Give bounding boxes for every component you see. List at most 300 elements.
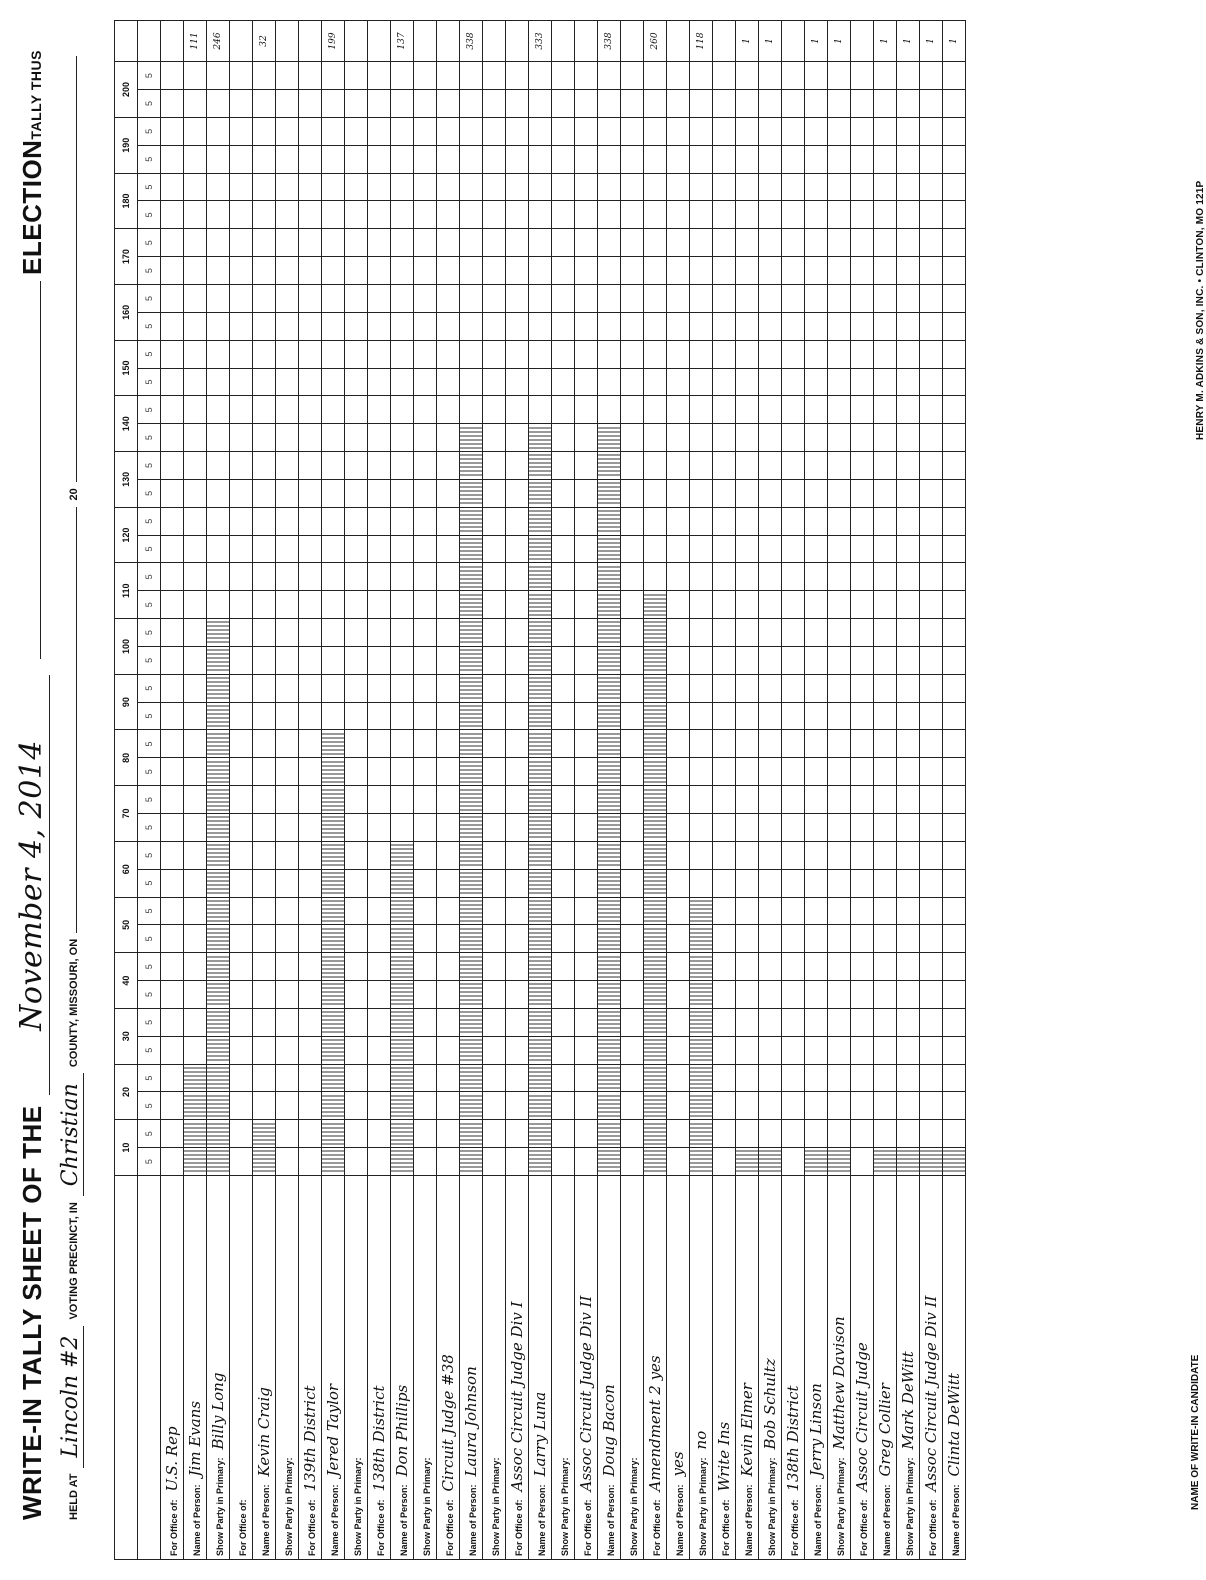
tally-cell	[874, 702, 897, 730]
tally-row	[690, 21, 713, 1560]
tally-cell	[621, 730, 644, 758]
tally-cell	[552, 229, 575, 257]
tally-cell	[322, 396, 345, 424]
tally-cell	[483, 591, 506, 619]
tally-cell	[690, 257, 713, 285]
tally-cell	[851, 1064, 874, 1092]
tally-cell	[598, 201, 621, 229]
tally-cell	[506, 925, 529, 953]
tally-cell	[667, 563, 690, 591]
handwritten-entry: U.S. Rep	[163, 1426, 181, 1492]
tally-cell	[644, 702, 667, 730]
tally-cell	[460, 535, 483, 563]
tally-cell	[437, 730, 460, 758]
row-total: 199	[322, 21, 345, 62]
tally-cell	[828, 758, 851, 786]
tally-cell	[759, 591, 782, 619]
tally-cell	[529, 1008, 552, 1036]
tally-cell	[253, 368, 276, 396]
tally-cell	[713, 62, 736, 90]
tally-cell	[391, 285, 414, 313]
tally-cell	[207, 62, 230, 90]
tally-cell	[368, 285, 391, 313]
row-total	[299, 21, 322, 62]
tally-cell	[644, 1092, 667, 1120]
tally-cell	[713, 953, 736, 981]
tally-cell	[644, 869, 667, 897]
tally-cell	[230, 452, 253, 480]
tally-cell	[391, 312, 414, 340]
tally-cell	[207, 1008, 230, 1036]
tally-cell	[713, 145, 736, 173]
tally-cell	[368, 841, 391, 869]
tally-cell	[322, 674, 345, 702]
row-label: For Office of:	[445, 1499, 455, 1556]
tally-cell	[782, 173, 805, 201]
tally-cell	[437, 1008, 460, 1036]
tally-cell	[368, 1120, 391, 1148]
row-label: For Office of:	[652, 1499, 662, 1556]
tally-cell	[253, 507, 276, 535]
tally-cell	[207, 981, 230, 1009]
tally-cell	[690, 1092, 713, 1120]
scale-label: 190	[115, 117, 138, 173]
tally-row	[207, 21, 230, 1560]
tally-cell	[552, 953, 575, 981]
row-label: Show Party in Primary:	[422, 1457, 432, 1556]
row-label: Name of Person:	[606, 1484, 616, 1556]
tally-cell	[851, 62, 874, 90]
tally-cell	[575, 201, 598, 229]
tally-cell	[736, 285, 759, 313]
tally-cell	[276, 953, 299, 981]
tally-cell	[621, 897, 644, 925]
tally-cell	[460, 758, 483, 786]
tally-cell	[621, 674, 644, 702]
tally-cell	[391, 173, 414, 201]
tally-cell	[184, 646, 207, 674]
tally-cell	[713, 869, 736, 897]
tally-cell	[759, 563, 782, 591]
tally-cell	[506, 479, 529, 507]
row-label: For Office of:	[790, 1499, 800, 1556]
tally-cell	[667, 535, 690, 563]
tally-cell	[391, 814, 414, 842]
tally-cell	[322, 535, 345, 563]
tally-cell	[460, 340, 483, 368]
tally-cell	[552, 340, 575, 368]
tally-cell	[736, 953, 759, 981]
tally-cell	[460, 424, 483, 452]
tally-cell	[851, 591, 874, 619]
tally-cell	[828, 1148, 851, 1176]
tally-cell	[391, 340, 414, 368]
tally-cell	[161, 674, 184, 702]
tally-cell	[414, 173, 437, 201]
tally-cell	[414, 1008, 437, 1036]
row-total: 118	[690, 21, 713, 62]
tally-cell	[575, 173, 598, 201]
row-total: 338	[598, 21, 621, 62]
tally-cell	[552, 257, 575, 285]
tally-cell	[897, 1008, 920, 1036]
tally-cell	[644, 285, 667, 313]
tally-cell	[598, 730, 621, 758]
tally-cell	[736, 368, 759, 396]
scale-label: 30	[115, 1008, 138, 1064]
tally-cell	[874, 1064, 897, 1092]
tally-cell	[851, 563, 874, 591]
tally-cell	[575, 424, 598, 452]
tally-cell	[483, 1092, 506, 1120]
tally-cell	[276, 981, 299, 1009]
tally-row	[460, 21, 483, 1560]
tally-cell	[943, 368, 966, 396]
tally-cell	[460, 869, 483, 897]
tally-cell	[667, 674, 690, 702]
tally-cell	[690, 563, 713, 591]
tally-cell	[667, 229, 690, 257]
tally-cell	[184, 897, 207, 925]
tally-cell	[253, 173, 276, 201]
tally-cell	[322, 368, 345, 396]
tally-cell	[230, 340, 253, 368]
tally-cell	[759, 1064, 782, 1092]
tally-cell	[391, 1120, 414, 1148]
tally-cell	[621, 869, 644, 897]
tally-cell	[621, 285, 644, 313]
tally-cell	[299, 786, 322, 814]
tally-cell	[368, 368, 391, 396]
tally-cell	[230, 1064, 253, 1092]
tally-cell	[322, 312, 345, 340]
tally-cell	[575, 396, 598, 424]
tally-cell	[161, 257, 184, 285]
tally-cell	[322, 229, 345, 257]
tally-cell	[805, 1120, 828, 1148]
tally-cell	[828, 925, 851, 953]
tally-row	[299, 21, 322, 1560]
tally-cell	[483, 1008, 506, 1036]
tally-cell	[391, 1064, 414, 1092]
tally-cell	[322, 285, 345, 313]
tally-cell	[920, 981, 943, 1009]
tally-cell	[437, 646, 460, 674]
tally-cell	[713, 591, 736, 619]
tally-cell	[552, 424, 575, 452]
tally-cell	[805, 869, 828, 897]
tally-cell	[690, 953, 713, 981]
tally-cell	[782, 563, 805, 591]
tally-cell	[529, 674, 552, 702]
tally-cell	[506, 452, 529, 480]
tally-cell	[874, 507, 897, 535]
tally-cell	[368, 646, 391, 674]
tally-cell	[874, 1036, 897, 1064]
tally-cell	[667, 1092, 690, 1120]
tally-cell	[759, 90, 782, 118]
tally-cell	[598, 814, 621, 842]
tally-cell	[506, 619, 529, 647]
tally-cell	[621, 702, 644, 730]
tally-cell	[368, 1092, 391, 1120]
tally-cell	[414, 535, 437, 563]
tally-cell	[552, 396, 575, 424]
tally-cell	[736, 619, 759, 647]
handwritten-entry: Greg Collier	[876, 1383, 894, 1477]
tally-cell	[713, 758, 736, 786]
tally-cell	[759, 340, 782, 368]
tally-cell	[299, 646, 322, 674]
tally-cell	[368, 1036, 391, 1064]
tally-cell	[621, 229, 644, 257]
tally-cell	[644, 758, 667, 786]
tally-cell	[598, 786, 621, 814]
tally-cell	[920, 841, 943, 869]
tally-cell	[690, 1036, 713, 1064]
tally-cell	[483, 646, 506, 674]
tally-cell	[598, 62, 621, 90]
tally-cell	[184, 368, 207, 396]
tally-cell	[621, 507, 644, 535]
tally-cell	[897, 841, 920, 869]
tally-cell	[483, 62, 506, 90]
tally-cell	[920, 1092, 943, 1120]
tally-cell	[667, 424, 690, 452]
tally-cell	[460, 841, 483, 869]
tally-cell	[460, 619, 483, 647]
tally-cell	[920, 1120, 943, 1148]
tally-cell	[736, 1008, 759, 1036]
tally-cell	[805, 646, 828, 674]
tally-cell	[736, 1064, 759, 1092]
tally-cell	[644, 841, 667, 869]
tally-cell	[828, 173, 851, 201]
tally-cell	[184, 257, 207, 285]
tally-cell	[460, 981, 483, 1009]
tally-cell	[506, 591, 529, 619]
scale-label: 170	[115, 229, 138, 285]
tally-cell	[322, 646, 345, 674]
tally-cell	[828, 730, 851, 758]
tally-cell	[391, 396, 414, 424]
tally-cell	[667, 814, 690, 842]
tally-cell	[575, 145, 598, 173]
tally-cell	[161, 173, 184, 201]
tally-cell	[276, 1120, 299, 1148]
tally-cell	[759, 507, 782, 535]
tally-cell	[414, 646, 437, 674]
tally-cell	[161, 841, 184, 869]
tally-cell	[437, 1036, 460, 1064]
row-label: Show Party in Primary:	[629, 1457, 639, 1556]
tally-cell	[828, 424, 851, 452]
row-total: 338	[460, 21, 483, 62]
tally-cell	[759, 702, 782, 730]
tally-cell	[713, 1064, 736, 1092]
tally-cell	[322, 452, 345, 480]
tally-cell	[184, 117, 207, 145]
tally-cell	[414, 479, 437, 507]
tally-cell	[414, 396, 437, 424]
tally-cell	[391, 62, 414, 90]
tally-cell	[161, 340, 184, 368]
scale-label: 50	[115, 897, 138, 953]
tally-cell	[851, 869, 874, 897]
tally-cell	[805, 201, 828, 229]
tally-cell	[667, 452, 690, 480]
tally-cell	[713, 786, 736, 814]
tally-cell	[299, 479, 322, 507]
tally-cell	[391, 90, 414, 118]
tally-cell	[667, 507, 690, 535]
row-label: Show Party in Primary:	[560, 1457, 570, 1556]
tally-cell	[460, 646, 483, 674]
tally-cell	[851, 1092, 874, 1120]
tally-cell	[805, 368, 828, 396]
tally-cell	[483, 1148, 506, 1176]
tally-cell	[713, 1092, 736, 1120]
tally-cell	[276, 674, 299, 702]
tally-cell	[414, 674, 437, 702]
handwritten-entry: 139th District	[301, 1385, 319, 1492]
tally-cell	[598, 312, 621, 340]
tally-cell	[184, 953, 207, 981]
tally-cell	[828, 396, 851, 424]
tally-cell	[184, 285, 207, 313]
tally-cell	[161, 619, 184, 647]
county-value: Christian	[58, 1073, 84, 1196]
tally-cell	[253, 646, 276, 674]
row-total: 260	[644, 21, 667, 62]
tally-cell	[851, 424, 874, 452]
row-label: Show Party in Primary:	[215, 1457, 225, 1556]
tally-cell	[368, 786, 391, 814]
tally-cell	[920, 1036, 943, 1064]
tally-cell	[529, 869, 552, 897]
tally-cell	[782, 285, 805, 313]
tally-cell	[437, 201, 460, 229]
scale-label: 160	[115, 285, 138, 341]
tally-cell	[851, 1120, 874, 1148]
tally-cell	[851, 312, 874, 340]
tally-cell	[483, 786, 506, 814]
tally-cell	[690, 869, 713, 897]
tally-cell	[322, 786, 345, 814]
tally-cell	[851, 619, 874, 647]
tally-cell	[552, 535, 575, 563]
tally-cell	[736, 90, 759, 118]
tally-cell	[874, 312, 897, 340]
scale-label: 10	[115, 1120, 138, 1176]
tally-cell	[897, 591, 920, 619]
tally-cell	[437, 340, 460, 368]
tally-cell	[828, 869, 851, 897]
tally-cell	[713, 479, 736, 507]
row-label: Name of Person:	[882, 1484, 892, 1556]
tally-cell	[253, 1064, 276, 1092]
tally-cell	[874, 730, 897, 758]
tally-cell	[230, 841, 253, 869]
tally-cell	[391, 563, 414, 591]
tally-cell	[483, 730, 506, 758]
row-total	[575, 21, 598, 62]
tally-cell	[736, 452, 759, 480]
tally-cell	[874, 117, 897, 145]
tally-cell	[552, 591, 575, 619]
tally-cell	[874, 619, 897, 647]
row-label: Name of Person:	[744, 1484, 754, 1556]
tally-cell	[598, 563, 621, 591]
tally-cell	[759, 173, 782, 201]
tally-cell	[713, 897, 736, 925]
tally-row	[621, 21, 644, 1560]
tally-cell	[805, 841, 828, 869]
tally-row	[713, 21, 736, 1560]
row-total	[437, 21, 460, 62]
row-label: For Office of:	[169, 1499, 179, 1556]
tally-cell	[575, 925, 598, 953]
tally-row	[943, 21, 966, 1560]
tally-cell	[368, 229, 391, 257]
tally-cell	[345, 841, 368, 869]
tally-cell	[644, 368, 667, 396]
tally-cell	[506, 1036, 529, 1064]
tally-cell	[276, 758, 299, 786]
tally-cell	[598, 674, 621, 702]
tally-cell	[253, 814, 276, 842]
tally-cell	[322, 897, 345, 925]
tally-cell	[276, 786, 299, 814]
tally-cell	[230, 953, 253, 981]
handwritten-entry: Bob Schultz	[761, 1358, 779, 1450]
tally-cell	[943, 1120, 966, 1148]
tally-cell	[322, 841, 345, 869]
tally-cell	[276, 1148, 299, 1176]
tally-cell	[713, 674, 736, 702]
tally-cell	[621, 424, 644, 452]
row-label: Show Party in Primary:	[353, 1457, 363, 1556]
tally-cell	[644, 479, 667, 507]
tally-cell	[276, 591, 299, 619]
tally-cell	[299, 62, 322, 90]
tally-cell	[391, 758, 414, 786]
tally-cell	[782, 646, 805, 674]
tally-cell	[161, 312, 184, 340]
tally-cell	[805, 1092, 828, 1120]
tally-cell	[345, 1064, 368, 1092]
tally-cell	[782, 340, 805, 368]
tally-cell	[943, 90, 966, 118]
tally-cell	[851, 730, 874, 758]
tally-cell	[506, 869, 529, 897]
tally-cell	[713, 841, 736, 869]
tally-cell	[368, 1148, 391, 1176]
tally-cell	[828, 1064, 851, 1092]
tally-cell	[529, 424, 552, 452]
tally-cell	[621, 646, 644, 674]
tally-cell	[667, 619, 690, 647]
tally-cell	[851, 1148, 874, 1176]
tally-cell	[414, 452, 437, 480]
tally-cell	[391, 619, 414, 647]
year-prefix: 20	[68, 488, 80, 501]
tally-cell	[851, 758, 874, 786]
tally-cell	[161, 479, 184, 507]
tally-cell	[414, 424, 437, 452]
tally-cell	[207, 1092, 230, 1120]
tally-cell	[621, 312, 644, 340]
